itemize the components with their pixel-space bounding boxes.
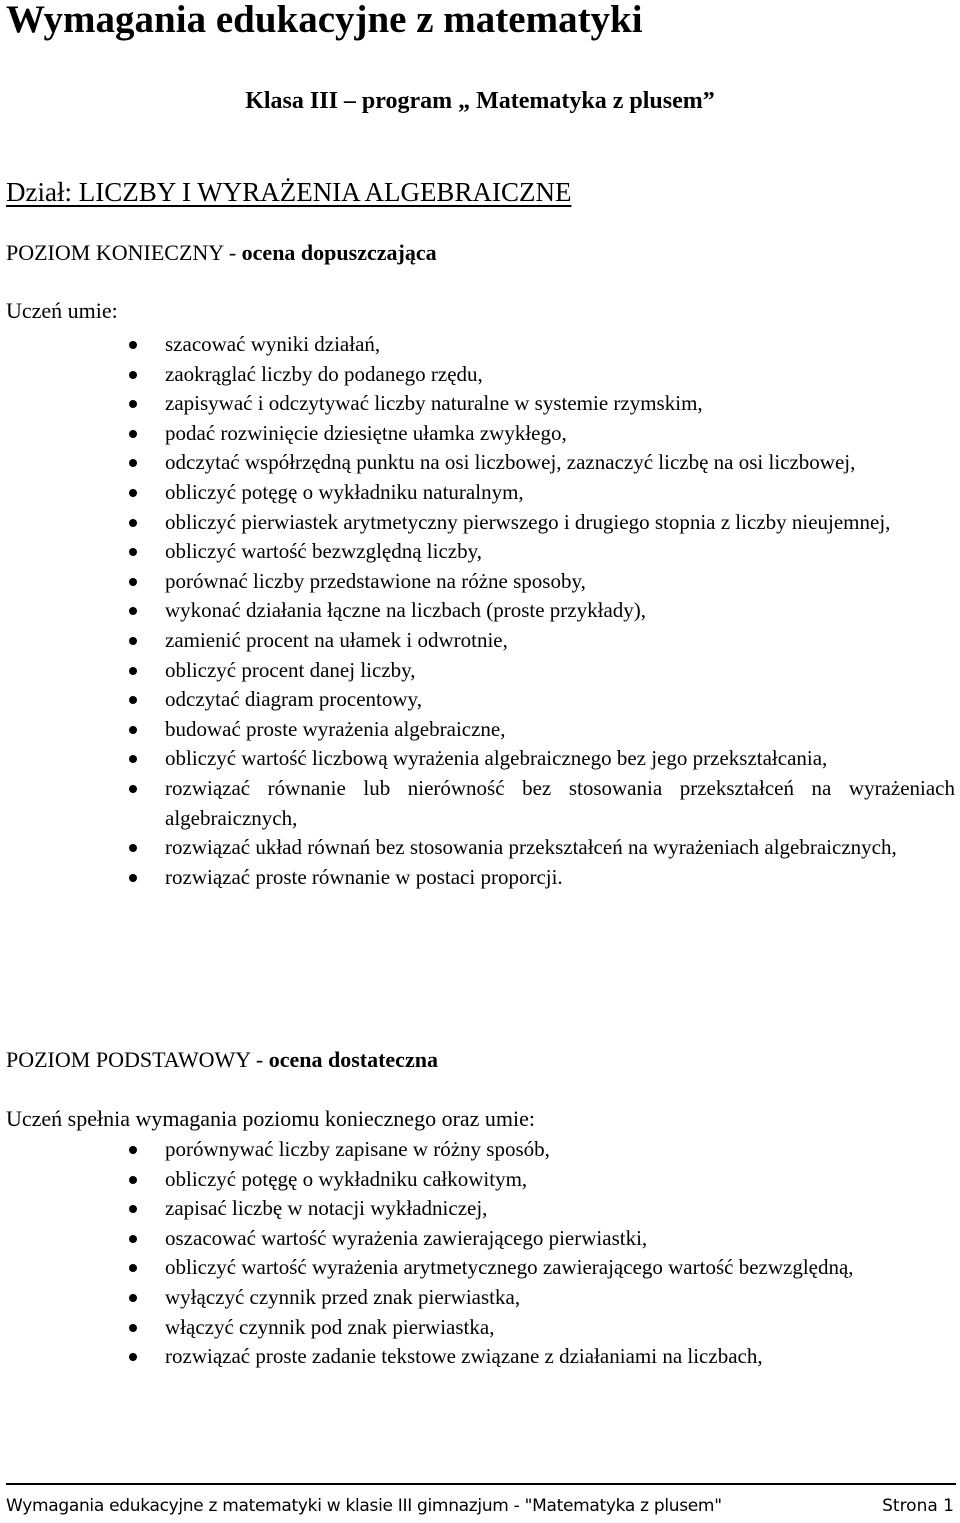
list-item-text: obliczyć potęgę o wykładniku całkowitym,	[165, 1166, 528, 1191]
section-heading: Dział: LICZBY I WYRAŻENIA ALGEBRAICZNE	[6, 177, 572, 207]
list-item	[165, 1253, 955, 1283]
bullet-icon	[129, 1324, 137, 1332]
bullet-icon	[129, 548, 137, 556]
bullet-icon	[129, 1176, 137, 1184]
list-item-text: rozwiązać równanie lub nierówność bez stosowania przekształceń na wyrażeniach algebraicznych,	[165, 775, 955, 830]
list-item-text: obliczyć wartość wyrażenia arytmetycznego zawierającego wartość bezwzględną,	[165, 1255, 854, 1280]
list-item	[165, 833, 955, 863]
level-grade: ocena dopuszczająca	[241, 240, 437, 265]
list-item	[165, 685, 955, 715]
list-item-text: budować proste wyrażenia algebraiczne,	[165, 716, 506, 741]
list-item-text: zapisywać i odczytywać liczby naturalne w systemie rzymskim,	[165, 391, 703, 416]
bullet-icon	[129, 1294, 137, 1302]
list-item-text: rozwiązać proste zadanie tekstowe związane z działaniami na liczbach,	[165, 1344, 763, 1369]
bullet-icon	[129, 607, 137, 615]
list-item	[165, 448, 955, 478]
bullet-icon	[129, 519, 137, 527]
list-item	[165, 1165, 955, 1195]
bullet-icon	[129, 874, 137, 882]
bullet-icon	[129, 755, 137, 763]
list-item	[165, 360, 955, 390]
list-item	[165, 626, 955, 656]
list-item-text: obliczyć procent danej liczby,	[165, 657, 416, 682]
level-name: POZIOM PODSTAWOWY -	[6, 1047, 269, 1072]
level-intro: Uczeń umie:	[6, 298, 118, 323]
level-heading-konieczny	[6, 239, 437, 267]
list-item	[165, 419, 955, 449]
page-title: Wymagania edukacyjne z matematyki	[6, 0, 643, 41]
list-item-text: zapisać liczbę w notacji wykładniczej,	[165, 1196, 488, 1221]
list-item	[165, 389, 955, 419]
list-item-text: rozwiązać układ równań bez stosowania przekształceń na wyrażeniach algebraicznych,	[165, 835, 897, 860]
list-item-text: zamienić procent na ułamek i odwrotnie,	[165, 627, 508, 652]
list-item-text: zaokrąglać liczby do podanego rzędu,	[165, 361, 483, 386]
list-item-text: odczytać diagram procentowy,	[165, 687, 422, 712]
list-item	[165, 1224, 955, 1254]
bullet-icon	[129, 1264, 137, 1272]
bullet-icon	[129, 341, 137, 349]
page-number: Strona 1	[882, 1496, 954, 1516]
list-item	[165, 508, 955, 538]
list-item	[165, 567, 955, 597]
list-item-text: obliczyć wartość bezwzględną liczby,	[165, 539, 482, 564]
requirements-list-konieczny	[0, 330, 955, 892]
bullet-icon	[129, 489, 137, 497]
level-grade: ocena dostateczna	[268, 1047, 438, 1072]
requirements-list-podstawowy	[0, 1135, 955, 1372]
list-item	[165, 656, 955, 686]
subtitle: Klasa III – program „ Matematyka z plusem”	[245, 88, 715, 114]
bullet-icon	[129, 844, 137, 852]
list-item-text: porównać liczby przedstawione na różne sposoby,	[165, 568, 586, 593]
list-item-text: oszacować wartość wyrażenia zawierającego pierwiastki,	[165, 1225, 648, 1250]
list-item-text: wykonać działania łączne na liczbach (proste przykłady),	[165, 598, 647, 623]
footer-divider	[6, 1483, 956, 1485]
bullet-icon	[129, 371, 137, 379]
bullet-icon	[129, 667, 137, 675]
list-item	[165, 537, 955, 567]
list-item-text: odczytać współrzędną punktu na osi liczbowej, zaznaczyć liczbę na osi liczbowej,	[165, 450, 856, 475]
bullet-icon	[129, 1235, 137, 1243]
list-item	[165, 478, 955, 508]
list-item	[165, 1135, 955, 1165]
bullet-icon	[129, 696, 137, 704]
bullet-icon	[129, 726, 137, 734]
bullet-icon	[129, 785, 137, 793]
list-item-text: obliczyć wartość liczbową wyrażenia algebraicznego bez jego przekształcania,	[165, 746, 828, 771]
level-name: POZIOM KONIECZNY -	[6, 240, 242, 265]
list-item	[165, 715, 955, 745]
list-item	[165, 774, 955, 833]
list-item	[165, 1342, 955, 1372]
list-item-text: wyłączyć czynnik przed znak pierwiastka,	[165, 1284, 521, 1309]
level-intro: Uczeń spełnia wymagania poziomu koniecznego oraz umie:	[6, 1106, 536, 1131]
bullet-icon	[129, 1205, 137, 1213]
list-item-text: obliczyć pierwiastek arytmetyczny pierwszego i drugiego stopnia z liczby nieujemnej,	[165, 509, 891, 534]
footer-text: Wymagania edukacyjne z matematyki w klasie III gimnazjum - "Matematyka z plusem"	[6, 1496, 722, 1516]
list-item	[165, 863, 955, 893]
list-item-text: podać rozwinięcie dziesiętne ułamka zwykłego,	[165, 420, 567, 445]
list-item	[165, 596, 955, 626]
list-item	[165, 1313, 955, 1343]
bullet-icon	[129, 400, 137, 408]
bullet-icon	[129, 1146, 137, 1154]
bullet-icon	[129, 430, 137, 438]
level-heading-podstawowy	[6, 1046, 438, 1074]
bullet-icon	[129, 637, 137, 645]
list-item	[165, 330, 955, 360]
list-item	[165, 1194, 955, 1224]
list-item-text: porównywać liczby zapisane w różny sposób,	[165, 1137, 550, 1161]
list-item	[165, 1283, 955, 1313]
list-item-text: rozwiązać proste równanie w postaci proporcji.	[165, 864, 563, 889]
bullet-icon	[129, 459, 137, 467]
bullet-icon	[129, 1353, 137, 1361]
list-item-text: włączyć czynnik pod znak pierwiastka,	[165, 1314, 495, 1339]
list-item	[165, 744, 955, 774]
list-item-text: obliczyć potęgę o wykładniku naturalnym,	[165, 479, 524, 504]
bullet-icon	[129, 578, 137, 586]
list-item-text: szacować wyniki działań,	[165, 332, 381, 356]
